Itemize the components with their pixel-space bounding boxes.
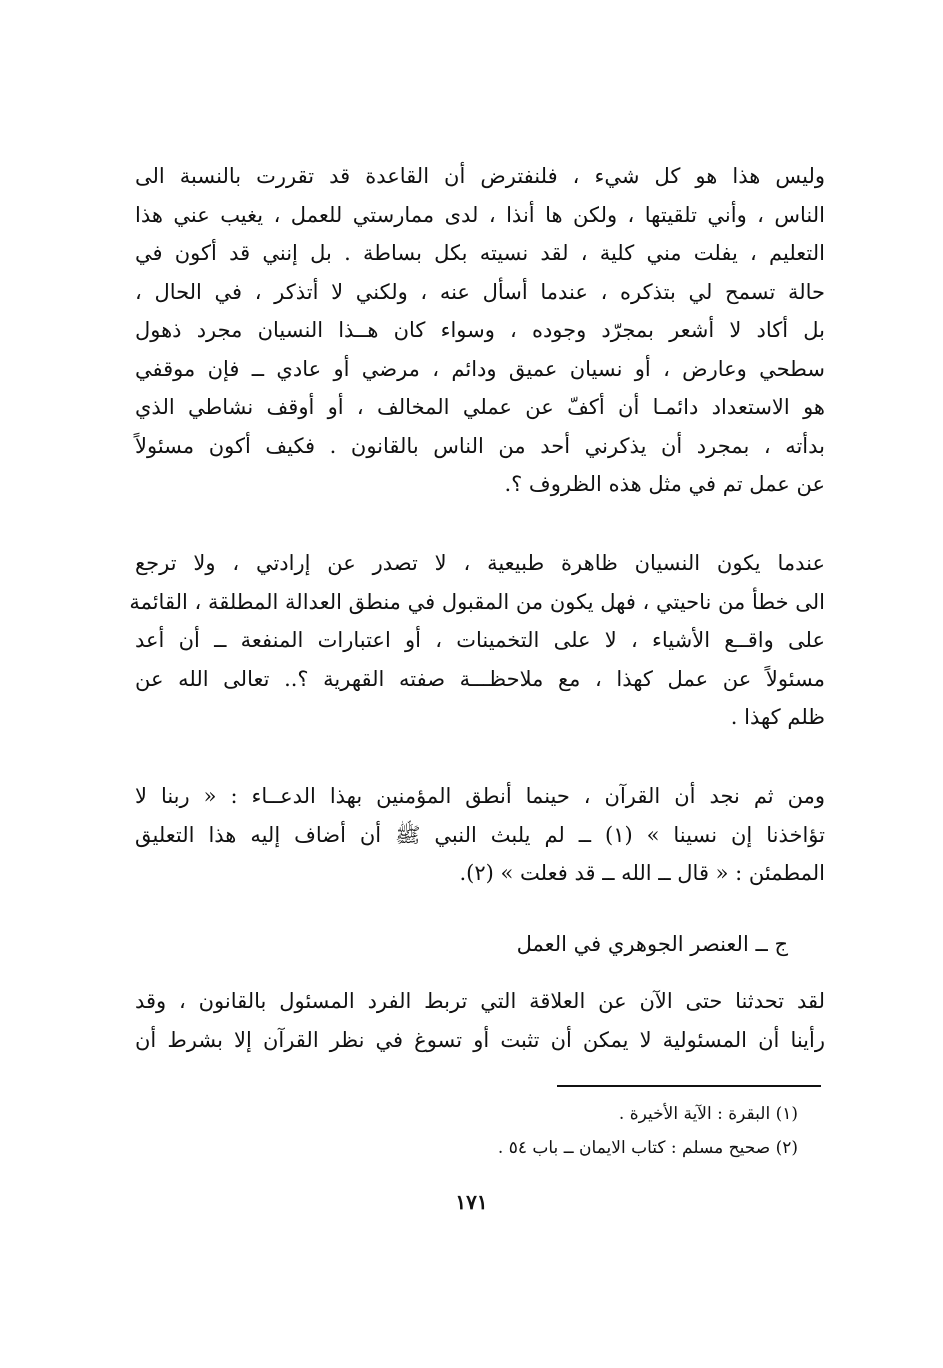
text-line: الناس ، وأني تلقيتها ، ولكن ها أنذا ، لدى ممارستي للعمل ، يغيب عني هذا [135,202,825,227]
footnotes [498,1097,798,1165]
paragraph-2 [129,544,825,737]
text-line: مسئولاً عن عمل كهذا ، مع ملاحظـــة صفته القهرية ؟.. تعالى الله عن [135,666,825,691]
text-line: التعليم ، يفلت مني كلية ، لقد نسيته بكل بساطة . بل إنني قد أكون في [135,241,825,265]
text-line: هو الاستعداد دائمـا أن أكفّ عن عملي المخالف ، أو أوقف نشاطي الذي [135,395,825,419]
text-line: بدأته ، بمجرد أن يذكرني أحد من الناس بالقانون . فكيف أكون مسئولاً [135,433,825,458]
text-line: رأينا أن المسئولية لا يمكن أن تثبت أو تسوغ في نظر القرآن إلا بشرط أن [135,1027,825,1052]
text-line: وليس هذا هو كل شيء ، فلنفترض أن القاعدة قد تقررت بالنسبة الى [135,164,825,188]
text-line: حالة تسمح لي بتذكره ، عندما أسأل عنه ، ولكني لا أتذكر ، في الحال ، [135,279,825,304]
paragraph-3 [135,777,825,893]
text-line: عندما يكون النسيان ظاهرة طبيعية ، لا تصدر عن إرادتي ، ولا ترجع [135,551,825,575]
paragraph-4 [135,982,825,1059]
paragraph-1 [135,157,825,504]
text-line: على واقــع الأشياء ، لا على التخمينات ، أو اعتبارات المنفعة ــ أن أعد [135,628,825,652]
text-line: ظلم كهذا . [730,705,825,729]
text-line: ومن ثم نجد أن القرآن ، حينما أنطق المؤمنين بهذا الدعــاء : « ربنا لا [135,784,825,808]
text-line: تؤاخذنا إن نسينا » (١) ــ لم يلبث النبي ﷺ أن أضاف إليه هذا التعليق [135,822,825,847]
text-line: الى خطأ من ناحيتي ، فهل يكون من المقبول في منطق العدالة المطلقة ، القائمة [129,589,825,614]
text-line: سطحي وعارض ، أو نسيان عميق ودائم ، مرضي أو عادي ــ فإن موقفي [135,356,825,381]
text-line: عن عمل تم في مثل هذه الظروف ؟. [504,472,825,496]
text-line: لقد تحدثنا حتى الآن عن العلاقة التي تربط الفرد المسئول بالقانون ، وقد [135,989,825,1013]
page-number: ١٧١ [455,1190,488,1214]
footnote-divider [557,1085,821,1087]
section-heading: ج ــ العنصر الجوهري في العمل [516,932,788,956]
text-line: بل أكاد لا أشعر بمجرّد وجوده ، وسواء كان هــذا النسيان مجرد ذهول [135,318,825,342]
footnote-2: (٢) صحيح مسلم : كتاب الايمان ــ باب ٥٤ . [497,1138,798,1158]
footnote-1: (١) البقرة : الآية الأخيرة . [618,1104,798,1124]
text-line: المطمئن : « قال ــ الله ــ قد فعلت » (٢). [459,861,825,885]
